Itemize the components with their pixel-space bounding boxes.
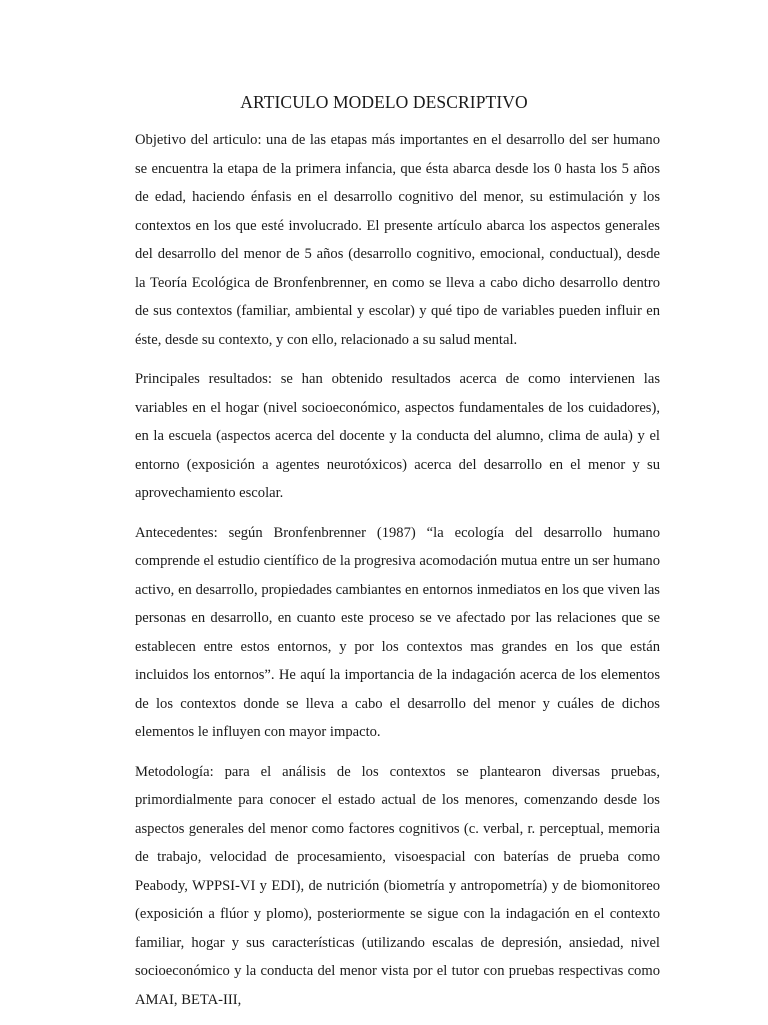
document-body	[135, 126, 660, 1025]
paragraph-resultados: Principales resultados: se han obtenido resultados acerca de como intervienen las variables en el hogar (nivel socioeconómico, aspectos fundamentales de los cuidadores), en la escuela (aspectos acerca del docente y la conducta del alumno, clima de aula) y el entorno (exposición a agentes neurotóxicos) acerca del desarrollo en el menor y su aprovechamiento escolar.	[135, 371, 660, 501]
paragraph-antecedentes: Antecedentes: según Bronfenbrenner (1987) “la ecología del desarrollo humano comprende el estudio científico de la progresiva acomodación mutua entre un ser humano activo, en desarrollo, propiedades cambiantes en entornos inmediatos en los que viven las personas en desarrollo, en cuanto este proceso se ve afectado por las relaciones que se establecen entre estos entornos, y por los contextos mas grandes en los que están incluidos los entornos”. He aquí la importancia de la indagación acerca de los elementos de los contextos donde se lleva a cabo el desarrollo del menor y cuáles de dichos elementos le influyen con mayor impacto.	[135, 524, 660, 740]
paragraph-metodologia: Metodología: para el análisis de los contextos se plantearon diversas pruebas, primordialmente para conocer el estado actual de los menores, comenzando desde los aspectos generales del menor como factores cognitivos (c. verbal, r. perceptual, memoria de trabajo, velocidad de procesamiento, visoespacial con baterías de prueba como Peabody, WPPSI-VI y EDI), de nutrición (biometría y antropometría) y de biomonitoreo (exposición a flúor y plomo), posteriormente se sigue con la indagación en el contexto familiar, hogar y sus características (utilizando escalas de depresión, ansiedad, nivel socioeconómico y la conducta del menor vista por el tutor con pruebas respectivas como AMAI, BETA-III,	[135, 763, 660, 1008]
document-title: ARTICULO MODELO DESCRIPTIVO	[240, 92, 528, 112]
paragraph-objetivo: Objetivo del articulo: una de las etapas más importantes en el desarrollo del ser humano se encuentra la etapa de la primera infancia, que ésta abarca desde los 0 hasta los 5 años de edad, haciendo énfasis en el desarrollo cognitivo del menor, su estimulación y los contextos en los que esté involucrado. El presente artículo abarca los aspectos generales del desarrollo del menor de 5 años (desarrollo cognitivo, emocional, conductual), desde la Teoría Ecológica de Bronfenbrenner, en como se lleva a cabo dicho desarrollo dentro de sus contextos (familiar, ambiental y escolar) y qué tipo de variables pueden influir en éste, desde su contexto, y con ello, relacionado a su salud mental.	[135, 132, 660, 348]
